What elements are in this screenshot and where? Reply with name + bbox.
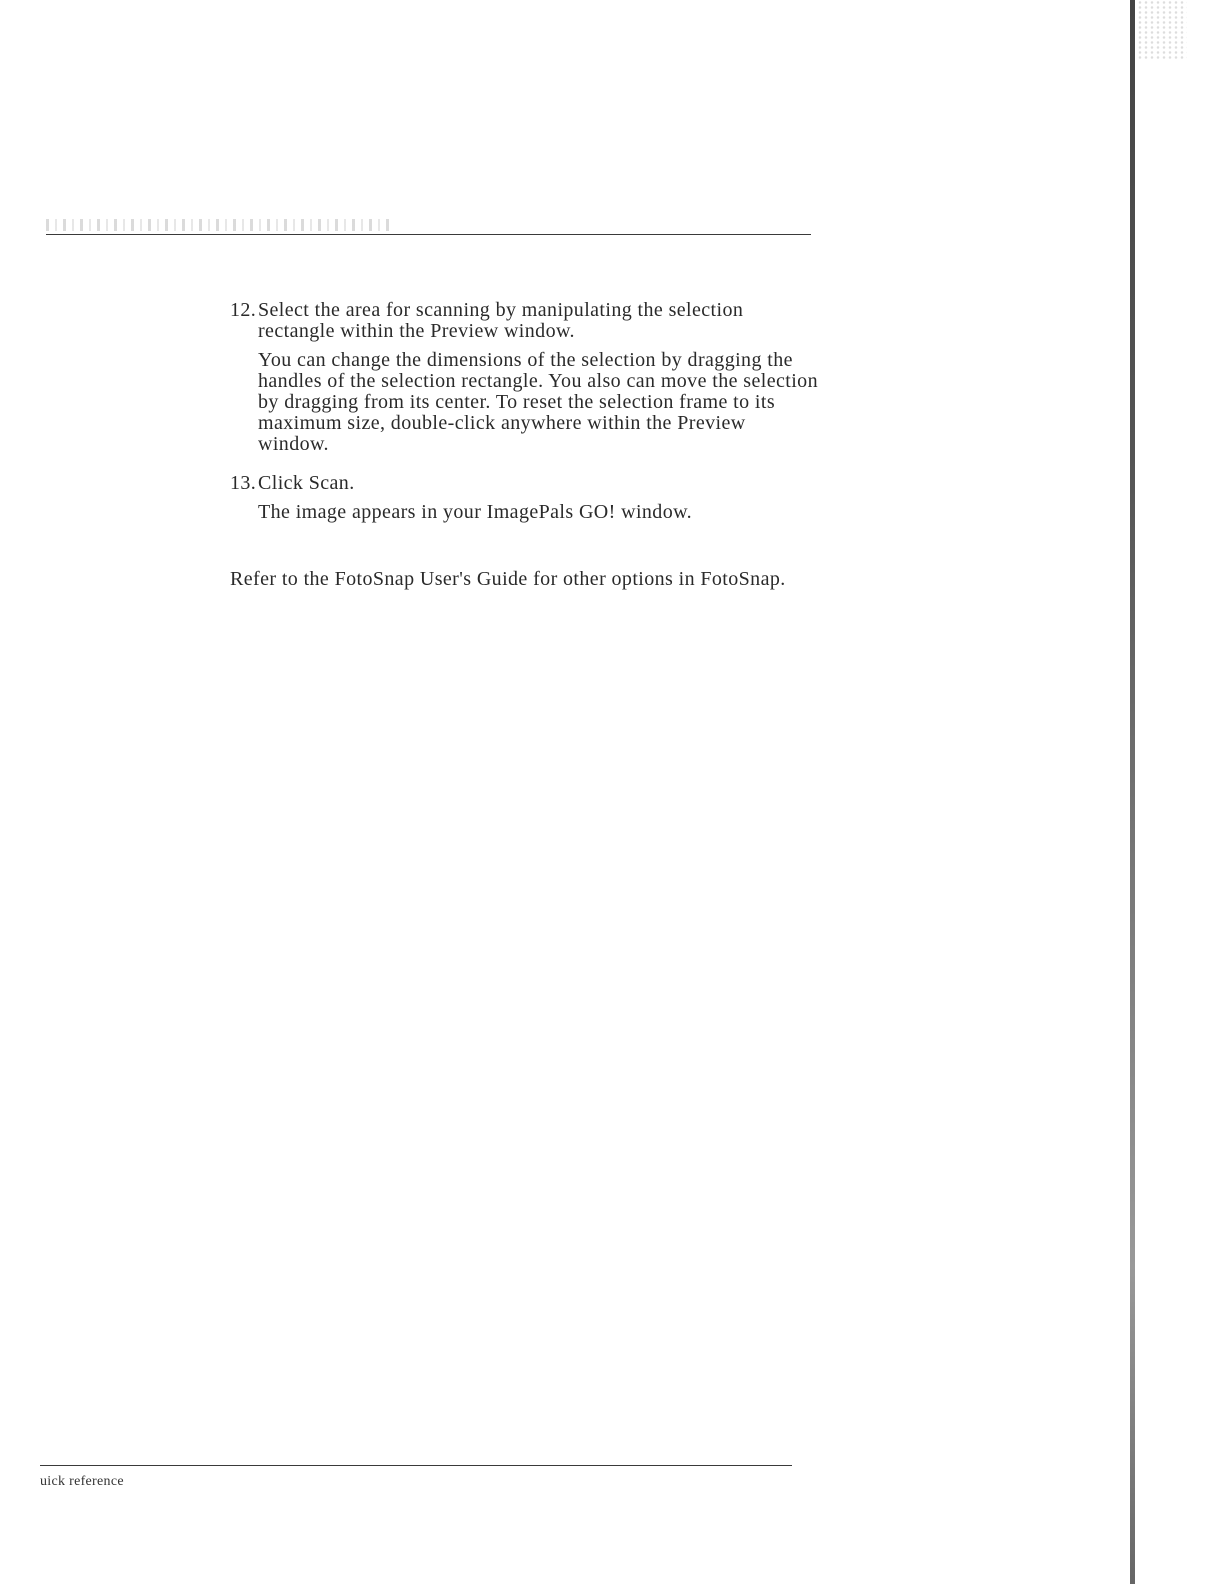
refer-note: Refer to the FotoSnap User's Guide for other options in FotoSnap.	[230, 568, 786, 590]
step-text: Click Scan.	[258, 472, 355, 494]
step-text: Select the area for scanning by manipulating the selection rectangle within the Preview window.	[258, 299, 744, 342]
step-detail: You can change the dimensions of the selection by dragging the handles of the selection rectangle. You also can move the selection by dragging from its center. To reset the selection frame to its maximum size, double-click anywhere within the Preview window.	[258, 349, 818, 455]
scan-noise	[1137, 0, 1187, 60]
header-rule	[46, 234, 811, 235]
footer-label: uick reference	[40, 1474, 124, 1489]
step-detail: The image appears in your ImagePals GO! window.	[258, 501, 693, 523]
header-speckle	[46, 219, 391, 231]
instructions	[230, 300, 820, 590]
footer-rule	[40, 1465, 792, 1466]
binding-edge	[1130, 0, 1135, 1584]
step-13	[230, 473, 820, 523]
step-number: 13.	[230, 472, 257, 494]
step-number: 12.	[230, 299, 257, 321]
step-12	[230, 300, 820, 455]
